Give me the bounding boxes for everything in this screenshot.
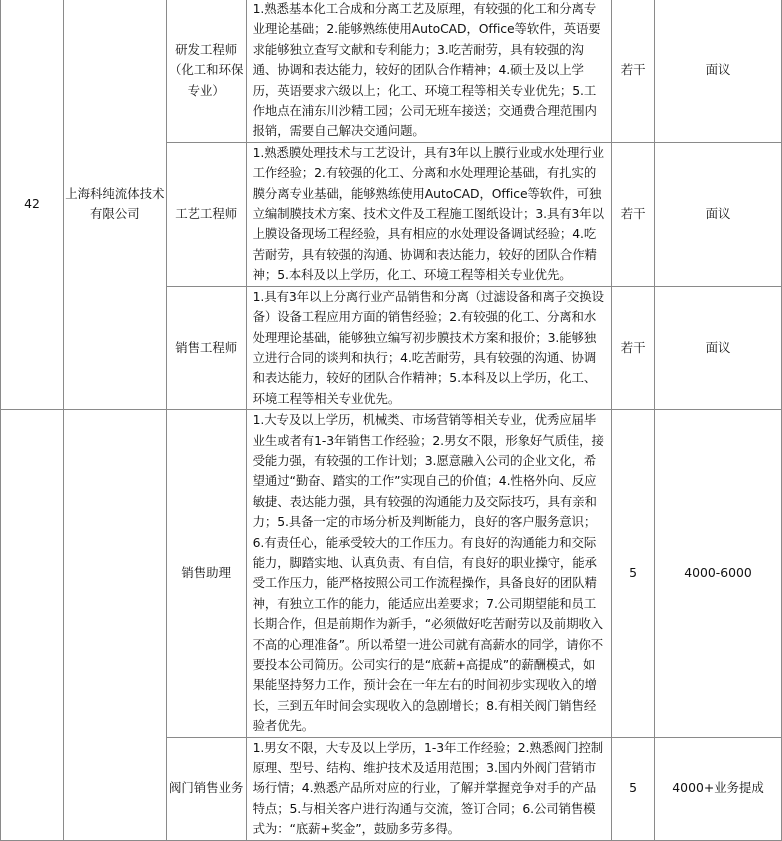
table-row (1, 0, 782, 142)
count-cell: 若干 (612, 286, 655, 409)
position-cell: 销售助理 (166, 410, 246, 738)
count-cell: 若干 (612, 0, 655, 142)
salary-cell: 面议 (655, 0, 782, 142)
position-cell: 销售工程师 (166, 286, 246, 409)
salary-cell: 面议 (655, 142, 782, 286)
salary-cell: 4000-6000 (655, 410, 782, 738)
count-cell: 5 (612, 737, 655, 840)
position-cell: 阀门销售业务 (166, 737, 246, 840)
table-row (1, 410, 782, 738)
requirements-cell: 1.熟悉基本化工合成和分离工艺及原理，有较强的化工和分离专业理论基础；2.能够熟练使用AutoCAD，Office等软件，英语要求能够独立查写文献和专利能力；3.吃苦耐劳，具有较强的沟通、协调和表达能力，较好的团队合作精神；4.硕士及以上学历，英语要求六级以上；化工、环境工程等相关专业优先；5.工作地点在浦东川沙精工园；公司无班车接送；交通费合理范围内报销，需要自己解决交通问题。 (246, 0, 612, 142)
company-index-empty (1, 410, 64, 841)
position-cell: 工艺工程师 (166, 142, 246, 286)
position-cell: 研发工程师（化工和环保专业） (166, 0, 246, 142)
company-index: 42 (1, 0, 64, 410)
count-cell: 5 (612, 410, 655, 738)
requirements-cell: 1.大专及以上学历，机械类、市场营销等相关专业，优秀应届毕业生或者有1-3年销售工作经验；2.男女不限，形象好气质佳，接受能力强，有较强的工作计划；3.愿意融入公司的企业文化，希望通过“勤奋、踏实的工作”实现自己的价值；4.性格外向、反应敏捷、表达能力强，具有较强的沟通能力及交际技巧，具有亲和力；5.具备一定的市场分析及判断能力，良好的客户服务意识；6.有责任心，能承受较大的工作压力。有良好的沟通能力和交际能力，脚踏实地、认真负责、有自信，有良好的职业操守，能承受工作压力，能严格按照公司工作流程操作，具备良好的团队精神，有独立工作的能力，能适应出差要求；7.公司期望能和员工长期合作，但是前期作为新手，“必须做好吃苦耐劳以及前期收入不高的心理准备”。所以希望一进公司就有高薪水的同学，请你不要投本公司简历。公司实行的是“底薪+高提成”的薪酬模式，如果能坚持努力工作，预计会在一年左右的时间初步实现收入的增长，三到五年时间会实现收入的急剧增长；8.有相关阀门销售经验者优先。 (246, 410, 612, 738)
count-cell: 若干 (612, 142, 655, 286)
company-name-empty (63, 410, 166, 841)
salary-cell: 面议 (655, 286, 782, 409)
requirements-cell: 1.具有3年以上分离行业产品销售和分离（过滤设备和离子交换设备）设备工程应用方面的销售经验；2.有较强的化工、分离和水处理理论基础，能够独立编写初步膜技术方案和报价；3.能够独立进行合同的谈判和执行；4.吃苦耐劳，具有较强的沟通、协调和表达能力，较好的团队合作精神；5.本科及以上学历，化工、环境工程等相关专业优先。 (246, 286, 612, 409)
company-name: 上海科纯流体技术有限公司 (63, 0, 166, 410)
salary-cell: 4000+业务提成 (655, 737, 782, 840)
requirements-cell: 1.熟悉膜处理技术与工艺设计，具有3年以上膜行业或水处理行业工作经验；2.有较强的化工、分离和水处理理论基础，有扎实的膜分离专业基础，能够熟练使用AutoCAD，Office等软件，可独立编制膜技术方案、技术文件及工程施工图纸设计；3.具有3年以上膜设备现场工程经验，具有相应的水处理设备调试经验；4.吃苦耐劳，具有较强的沟通、协调和表达能力，较好的团队合作精神；5.本科及以上学历，化工、环境工程等相关专业优先。 (246, 142, 612, 286)
requirements-cell: 1.男女不限，大专及以上学历，1-3年工作经验；2.熟悉阀门控制原理、型号、结构、维护技术及适用范围；3.国内外阀门营销市场行情；4.熟悉产品所对应的行业，了解并掌握竞争对手的产品特点；5.与相关客户进行沟通与交流，签订合同；6.公司销售模式为：“底薪+奖金”，鼓励多劳多得。 (246, 737, 612, 840)
